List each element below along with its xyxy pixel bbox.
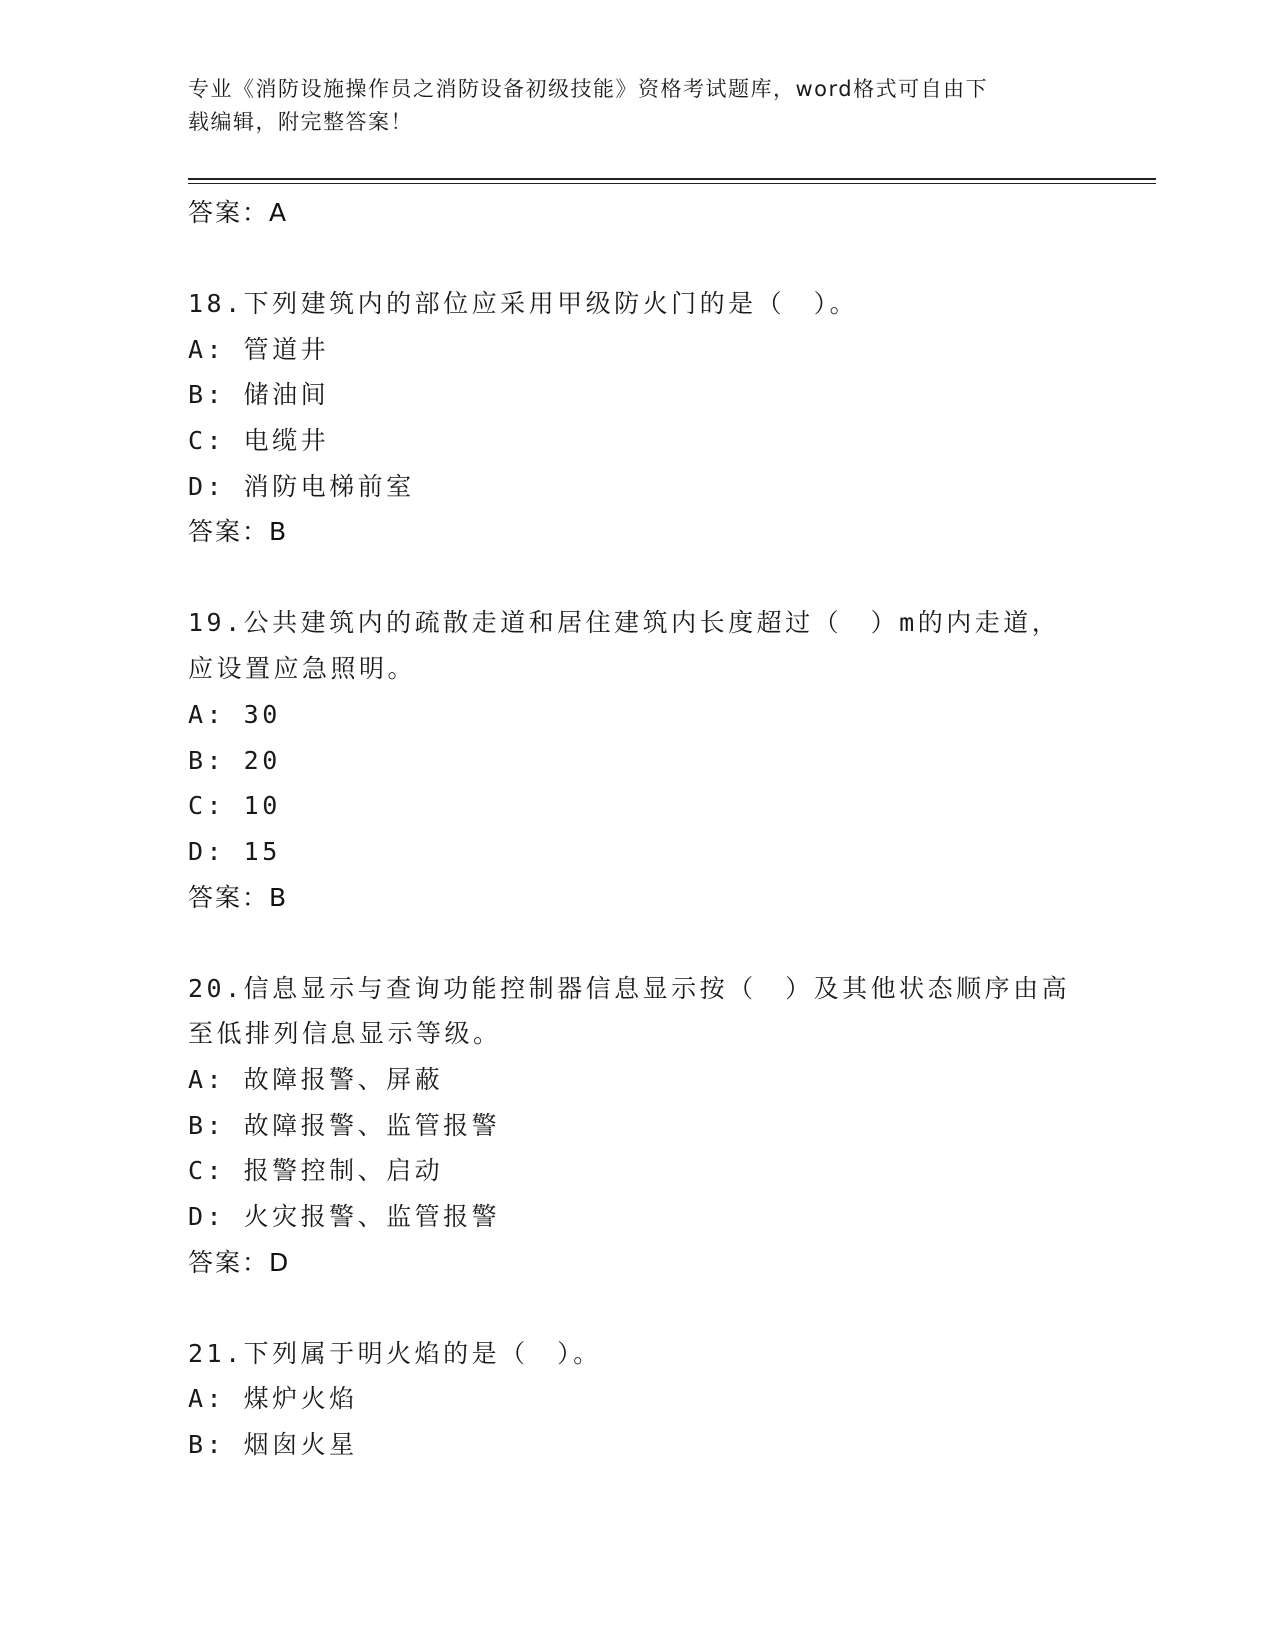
option-a: A: 故障报警、屏蔽	[188, 1064, 444, 1094]
answer-label: 答案：B	[188, 882, 289, 912]
spacer	[188, 1286, 1088, 1331]
spacer	[188, 555, 1088, 600]
option-c: C: 电缆井	[188, 426, 330, 456]
question-text: 21.下列属于明火焰的是（ ）。	[188, 1338, 602, 1368]
option-a: A: 煤炉火焰	[188, 1384, 358, 1414]
question-text: 18.下列建筑内的部位应采用甲级防火门的是（ ）。	[188, 289, 859, 318]
option-b: B: 储油间	[188, 380, 330, 410]
question-list	[188, 190, 1088, 1468]
option-a: A: 30	[188, 699, 281, 729]
page-header	[188, 73, 1068, 139]
answer-label: 答案：D	[188, 1247, 291, 1277]
header-divider-thin	[188, 183, 1156, 184]
option-d: D: 15	[188, 836, 281, 866]
option-b: B: 烟囱火星	[188, 1430, 358, 1460]
question-block	[188, 1331, 1088, 1468]
spacer	[188, 236, 1088, 281]
question-text-continued: 应设置应急照明。	[188, 654, 417, 684]
previous-answer: 答案：A	[188, 198, 289, 227]
option-c: C: 10	[188, 791, 281, 821]
option-d: D: 消防电梯前室	[188, 471, 415, 501]
option-c: C: 报警控制、启动	[188, 1156, 444, 1186]
option-a: A: 管道井	[188, 334, 330, 364]
option-b: B: 20	[188, 745, 281, 775]
spacer	[188, 921, 1088, 966]
answer-label: 答案：B	[188, 517, 289, 547]
header-line-2: 载编辑，附完整答案！	[188, 110, 413, 134]
question-text: 19.公共建筑内的疏散走道和居住建筑内长度超过（ ）m的内走道，	[188, 608, 1061, 638]
question-block	[188, 600, 1088, 920]
option-b: B: 故障报警、监管报警	[188, 1110, 501, 1140]
header-line-1: 专业《消防设施操作员之消防设备初级技能》资格考试题库，word格式可自由下	[188, 77, 989, 101]
question-text: 20.信息显示与查询功能控制器信息显示按（ ）及其他状态顺序由高	[188, 973, 1071, 1003]
option-d: D: 火灾报警、监管报警	[188, 1202, 501, 1231]
question-block	[188, 281, 1088, 555]
question-text-continued: 至低排列信息显示等级。	[188, 1019, 502, 1049]
header-divider-thick	[188, 178, 1156, 180]
question-block	[188, 966, 1088, 1286]
